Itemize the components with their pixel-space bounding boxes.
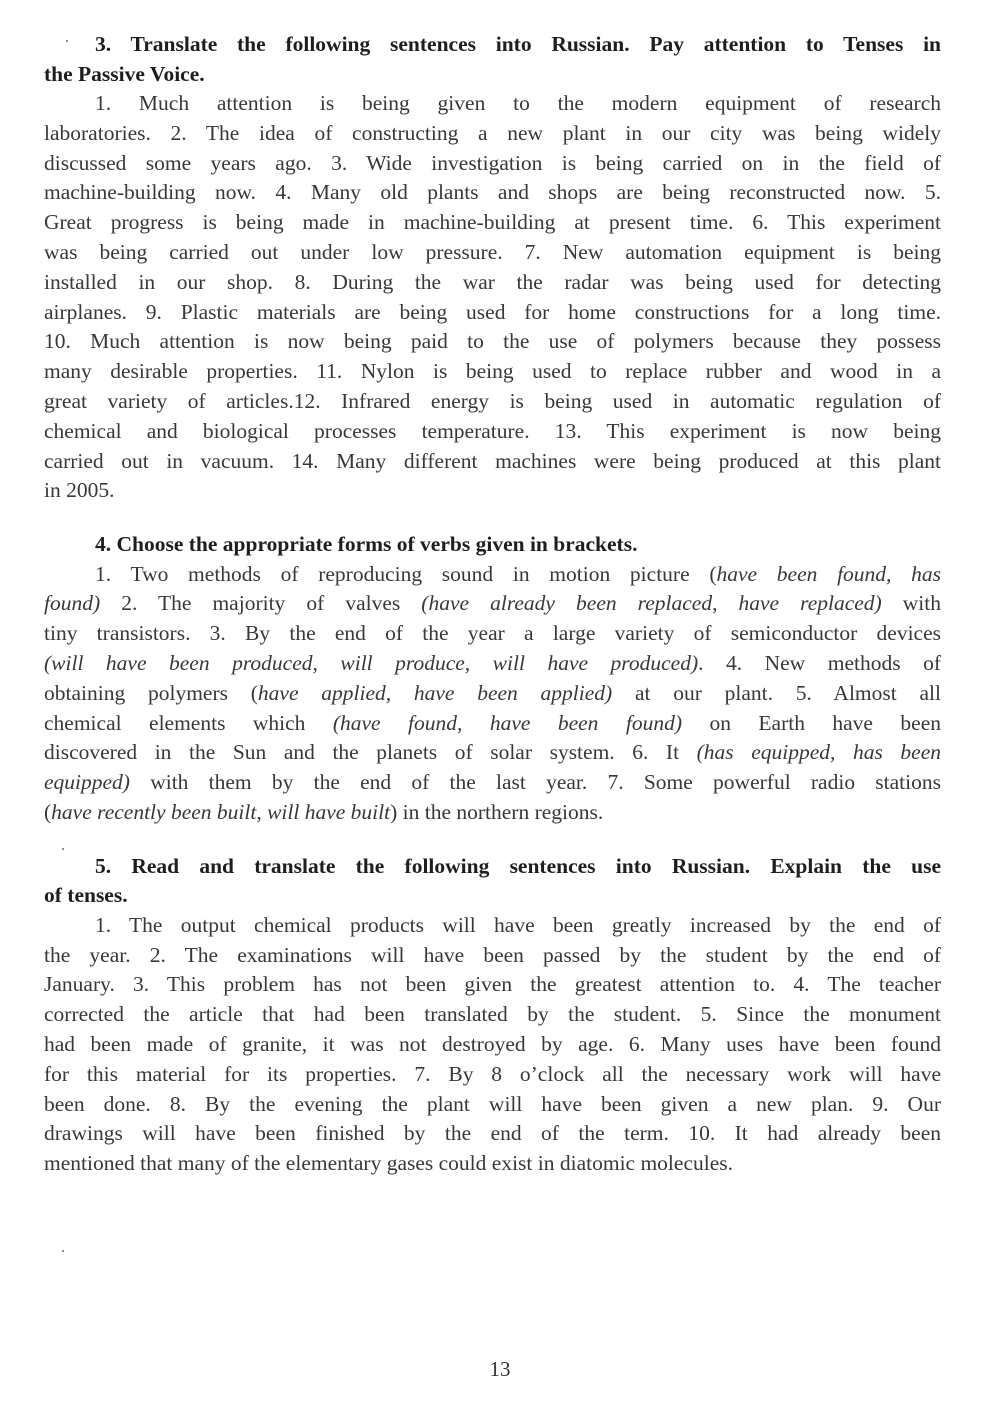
text-run: with <box>881 591 942 616</box>
text-line: drawings will have been finished by the end of the term. 10. It had already been <box>44 1121 941 1146</box>
text-line: 10. Much attention is now being paid to the use of polymers because they possess <box>44 329 941 354</box>
text-line <box>44 619 941 649</box>
text-line <box>44 709 941 739</box>
text-line <box>44 738 941 768</box>
text-line: machine-building now. 4. Many old plants and shops are being reconstructed now. 5. <box>44 180 941 205</box>
text-line: airplanes. 9. Plastic materials are being used for home constructions for a long time. <box>44 299 941 324</box>
verb-options: (have already been replaced, have replaced) <box>421 591 882 616</box>
exercise-5-heading <box>44 852 941 911</box>
text-line <box>44 649 941 679</box>
text-line: 1. The output chemical products will have been greatly increased by the end of <box>95 912 941 937</box>
text-run: ) in the northern regions. <box>390 800 604 825</box>
text-line: 1. Much attention is being given to the modern equipment of research <box>95 91 941 115</box>
heading-line: 5. Read and translate the following sentences into Russian. Explain the use <box>95 853 941 878</box>
text-line: had been made of granite, it was not destroyed by age. 6. Many uses have been found <box>44 1032 941 1057</box>
text-run: obtaining polymers ( <box>44 680 258 705</box>
exercise-5-sentences <box>44 911 941 1179</box>
text-line: great variety of articles.12. Infrared energy is being used in automatic regulation of <box>44 388 941 413</box>
text-line: carried out in vacuum. 14. Many different machines were being produced at this plant <box>44 448 941 473</box>
exercise-4 <box>44 530 941 828</box>
text-line: discussed some years ago. 3. Wide investigation is being carried on in the field of <box>44 150 941 175</box>
exercise-4-heading <box>44 530 941 560</box>
scan-speck <box>62 848 64 850</box>
text-run: with them by the end of the last year. 7. Some powerful radio stations <box>129 770 941 795</box>
text-line: installed in our shop. 8. During the war the radar was being used for detecting <box>44 269 941 294</box>
exercise-3 <box>44 30 941 506</box>
text-line: January. 3. This problem has not been given the greatest attention to. 4. The teacher <box>44 972 941 997</box>
text-line: laboratories. 2. The idea of constructing a new plant in our city was being widely <box>44 120 941 145</box>
text-line: in 2005. <box>44 478 115 503</box>
text-line: many desirable properties. 11. Nylon is being used to replace rubber and wood in a <box>44 359 941 384</box>
page-number: 13 <box>489 1357 511 1381</box>
text-line <box>44 768 941 798</box>
heading-line: of tenses. <box>44 883 128 908</box>
text-line: chemical and biological processes temperature. 13. This experiment is now being <box>44 418 941 443</box>
text-line: been done. 8. By the evening the plant will have been given a new plan. 9. Our <box>44 1091 941 1116</box>
text-run: . 4. New methods of <box>698 651 941 676</box>
verb-options: have applied, have been applied) <box>257 680 613 705</box>
text-line <box>44 560 941 590</box>
text-line: the year. 2. The examinations will have been passed by the student by the end of <box>44 942 941 967</box>
exercise-3-heading <box>44 30 941 89</box>
heading-line: 4. Choose the appropriate forms of verbs given in brackets. <box>95 532 638 557</box>
text-run: 2. The majority of valves <box>100 591 422 616</box>
text-run: on Earth have been <box>682 710 941 735</box>
heading-line: the Passive Voice. <box>44 61 205 86</box>
verb-options: have recently been built, will have built <box>51 800 391 825</box>
heading-line: 3. Translate the following sentences into Russian. Pay attention to Tenses in <box>95 32 941 56</box>
document-page <box>44 30 941 1179</box>
text-line: was being carried out under low pressure. 7. New automation equipment is being <box>44 239 941 264</box>
scan-speck <box>66 40 68 42</box>
text-line <box>44 589 941 619</box>
verb-options: (has equipped, has been <box>696 740 942 765</box>
text-run: chemical elements which <box>44 710 333 735</box>
text-run: tiny transistors. 3. By the end of the year a large variety of semiconductor devices <box>44 621 941 646</box>
text-line: corrected the article that had been translated by the student. 5. Since the monument <box>44 1002 941 1027</box>
verb-options: (will have been produced, will produce, will have produced) <box>44 651 699 676</box>
scan-speck <box>62 1250 64 1252</box>
text-run: discovered in the Sun and the planets of solar system. 6. It <box>44 740 697 765</box>
verb-options: equipped) <box>44 770 130 795</box>
text-run: at our plant. 5. Almost all <box>612 680 941 705</box>
verb-options: have been found, has <box>716 561 941 586</box>
exercise-5 <box>44 852 941 1179</box>
exercise-3-sentences <box>44 89 941 506</box>
text-run: ( <box>44 800 52 825</box>
verb-options: (have found, have been found) <box>332 710 683 735</box>
text-run: 1. Two methods of reproducing sound in motion picture ( <box>95 561 717 586</box>
text-line: Great progress is being made in machine-building at present time. 6. This experiment <box>44 210 941 235</box>
exercise-4-sentences <box>44 560 941 828</box>
text-line: mentioned that many of the elementary gases could exist in diatomic molecules. <box>44 1151 733 1176</box>
text-line <box>44 679 941 709</box>
text-line: for this material for its properties. 7. By 8 o’clock all the necessary work will have <box>44 1061 941 1086</box>
text-line <box>44 798 941 828</box>
verb-options: found) <box>44 591 101 616</box>
